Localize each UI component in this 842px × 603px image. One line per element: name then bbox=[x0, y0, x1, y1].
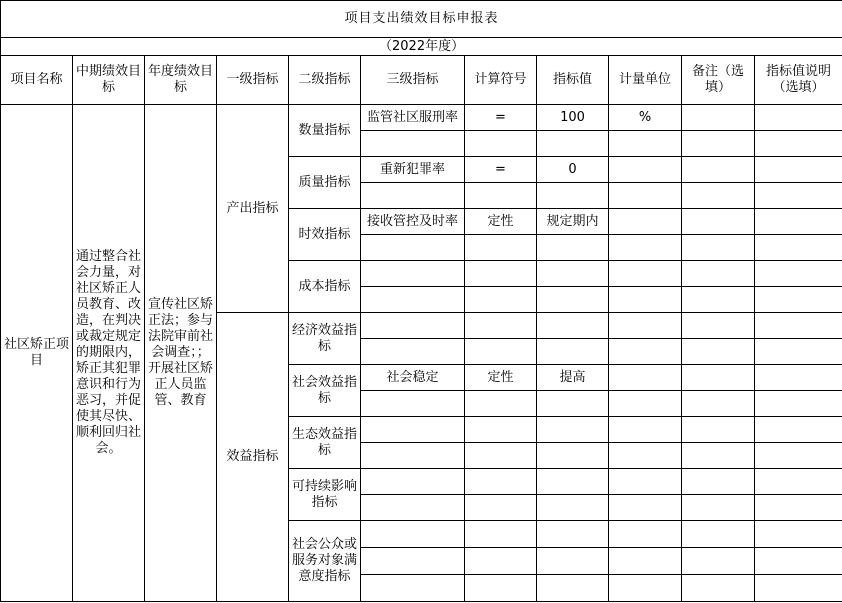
quality-unit bbox=[609, 157, 682, 183]
header-remark: 备注（选填） bbox=[682, 56, 755, 105]
annual-goal-cell: 宣传社区矫正法；参与法院审前社会调查；；开展社区矫正人员监管、教育 bbox=[145, 105, 217, 602]
empty-cell bbox=[609, 131, 682, 157]
empty-cell bbox=[609, 183, 682, 209]
form-title: 项目支出绩效目标申报表 bbox=[1, 1, 842, 38]
header-project-name: 项目名称 bbox=[1, 56, 73, 105]
empty-cell bbox=[755, 469, 842, 495]
empty-cell bbox=[537, 391, 609, 417]
project-name-cell: 社区矫正项目 bbox=[1, 105, 73, 602]
empty-cell bbox=[465, 261, 537, 287]
empty-cell bbox=[537, 495, 609, 521]
quality-remark bbox=[682, 157, 755, 183]
empty-cell bbox=[361, 575, 465, 602]
empty-cell bbox=[682, 287, 755, 313]
social-remark bbox=[682, 365, 755, 391]
level2-sustainable: 可持续影响指标 bbox=[289, 469, 361, 521]
empty-cell bbox=[682, 417, 755, 443]
empty-cell bbox=[609, 521, 682, 548]
level3-timeliness-indicator: 接收管控及时率 bbox=[361, 209, 465, 235]
empty-cell bbox=[361, 391, 465, 417]
empty-cell bbox=[682, 443, 755, 469]
empty-cell bbox=[537, 575, 609, 602]
timeliness-unit bbox=[609, 209, 682, 235]
social-note bbox=[755, 365, 842, 391]
empty-cell bbox=[682, 495, 755, 521]
empty-cell bbox=[361, 417, 465, 443]
timeliness-symbol: 定性 bbox=[465, 209, 537, 235]
empty-cell bbox=[537, 521, 609, 548]
empty-cell bbox=[755, 287, 842, 313]
empty-cell bbox=[537, 183, 609, 209]
header-value-note: 指标值说明（选填） bbox=[755, 56, 842, 105]
empty-cell bbox=[755, 521, 842, 548]
quantity-value: 100 bbox=[537, 105, 609, 131]
header-level2: 二级指标 bbox=[289, 56, 361, 105]
empty-cell bbox=[465, 235, 537, 261]
empty-cell bbox=[682, 339, 755, 365]
quantity-note bbox=[755, 105, 842, 131]
social-symbol: 定性 bbox=[465, 365, 537, 391]
empty-cell bbox=[537, 287, 609, 313]
empty-cell bbox=[465, 131, 537, 157]
empty-cell bbox=[609, 495, 682, 521]
empty-cell bbox=[755, 495, 842, 521]
empty-cell bbox=[755, 313, 842, 339]
empty-cell bbox=[755, 417, 842, 443]
level2-cost: 成本指标 bbox=[289, 261, 361, 313]
header-level3: 三级指标 bbox=[361, 56, 465, 105]
social-unit bbox=[609, 365, 682, 391]
empty-cell bbox=[682, 261, 755, 287]
year-label: （2022年度） bbox=[1, 38, 842, 56]
level1-output: 产出指标 bbox=[217, 105, 289, 313]
empty-cell bbox=[682, 548, 755, 575]
empty-cell bbox=[361, 469, 465, 495]
empty-cell bbox=[361, 313, 465, 339]
empty-cell bbox=[537, 339, 609, 365]
quality-note bbox=[755, 157, 842, 183]
empty-cell bbox=[682, 521, 755, 548]
empty-cell bbox=[755, 235, 842, 261]
empty-cell bbox=[361, 548, 465, 575]
level2-social: 社会效益指标 bbox=[289, 365, 361, 417]
empty-cell bbox=[755, 548, 842, 575]
empty-cell bbox=[361, 287, 465, 313]
level2-timeliness: 时效指标 bbox=[289, 209, 361, 261]
empty-cell bbox=[361, 183, 465, 209]
empty-cell bbox=[755, 575, 842, 602]
empty-cell bbox=[361, 495, 465, 521]
mid-goal-cell: 通过整合社会力量，对社区矫正人员教育、改造，在判决或裁定规定的期限内，矫正其犯罪意识和行为恶习，并促使其尽快、顺利回归社会。 bbox=[73, 105, 145, 602]
level2-ecological: 生态效益指标 bbox=[289, 417, 361, 469]
timeliness-note bbox=[755, 209, 842, 235]
header-symbol: 计算符号 bbox=[465, 56, 537, 105]
header-unit: 计量单位 bbox=[609, 56, 682, 105]
empty-cell bbox=[537, 313, 609, 339]
empty-cell bbox=[361, 443, 465, 469]
empty-cell bbox=[682, 313, 755, 339]
empty-cell bbox=[755, 443, 842, 469]
empty-cell bbox=[682, 235, 755, 261]
empty-cell bbox=[361, 131, 465, 157]
empty-cell bbox=[609, 391, 682, 417]
quantity-remark bbox=[682, 105, 755, 131]
empty-cell bbox=[609, 313, 682, 339]
empty-cell bbox=[465, 339, 537, 365]
empty-cell bbox=[465, 575, 537, 602]
empty-cell bbox=[609, 417, 682, 443]
empty-cell bbox=[361, 235, 465, 261]
level2-satisfaction: 社会公众或服务对象满意度指标 bbox=[289, 521, 361, 602]
empty-cell bbox=[537, 261, 609, 287]
empty-cell bbox=[609, 235, 682, 261]
empty-cell bbox=[465, 495, 537, 521]
empty-cell bbox=[465, 469, 537, 495]
quantity-symbol: = bbox=[465, 105, 537, 131]
empty-cell bbox=[537, 417, 609, 443]
empty-cell bbox=[465, 521, 537, 548]
social-value: 提高 bbox=[537, 365, 609, 391]
level3-quantity-indicator: 监管社区服刑率 bbox=[361, 105, 465, 131]
empty-cell bbox=[537, 443, 609, 469]
empty-cell bbox=[361, 521, 465, 548]
empty-cell bbox=[609, 575, 682, 602]
empty-cell bbox=[609, 548, 682, 575]
level3-social-indicator: 社会稳定 bbox=[361, 365, 465, 391]
empty-cell bbox=[609, 443, 682, 469]
quantity-unit: % bbox=[609, 105, 682, 131]
empty-cell bbox=[755, 261, 842, 287]
level2-quality: 质量指标 bbox=[289, 157, 361, 209]
empty-cell bbox=[465, 287, 537, 313]
empty-cell bbox=[682, 131, 755, 157]
empty-cell bbox=[755, 391, 842, 417]
header-annual-goal: 年度绩效目标 bbox=[145, 56, 217, 105]
empty-cell bbox=[465, 548, 537, 575]
empty-cell bbox=[755, 131, 842, 157]
empty-cell bbox=[465, 417, 537, 443]
empty-cell bbox=[537, 131, 609, 157]
empty-cell bbox=[465, 313, 537, 339]
level3-quality-indicator: 重新犯罪率 bbox=[361, 157, 465, 183]
empty-cell bbox=[465, 391, 537, 417]
empty-cell bbox=[465, 443, 537, 469]
empty-cell bbox=[361, 261, 465, 287]
empty-cell bbox=[609, 339, 682, 365]
level1-benefit: 效益指标 bbox=[217, 313, 289, 602]
empty-cell bbox=[682, 469, 755, 495]
level2-quantity: 数量指标 bbox=[289, 105, 361, 157]
empty-cell bbox=[609, 261, 682, 287]
empty-cell bbox=[609, 469, 682, 495]
level2-economic: 经济效益指标 bbox=[289, 313, 361, 365]
empty-cell bbox=[465, 183, 537, 209]
timeliness-remark bbox=[682, 209, 755, 235]
header-level1: 一级指标 bbox=[217, 56, 289, 105]
empty-cell bbox=[609, 287, 682, 313]
empty-cell bbox=[682, 183, 755, 209]
empty-cell bbox=[682, 575, 755, 602]
empty-cell bbox=[537, 469, 609, 495]
quality-symbol: = bbox=[465, 157, 537, 183]
header-value: 指标值 bbox=[537, 56, 609, 105]
empty-cell bbox=[361, 339, 465, 365]
header-mid-goal: 中期绩效目标 bbox=[73, 56, 145, 105]
empty-cell bbox=[537, 548, 609, 575]
empty-cell bbox=[755, 183, 842, 209]
empty-cell bbox=[755, 339, 842, 365]
empty-cell bbox=[682, 391, 755, 417]
quality-value: 0 bbox=[537, 157, 609, 183]
timeliness-value: 规定期内 bbox=[537, 209, 609, 235]
empty-cell bbox=[537, 235, 609, 261]
